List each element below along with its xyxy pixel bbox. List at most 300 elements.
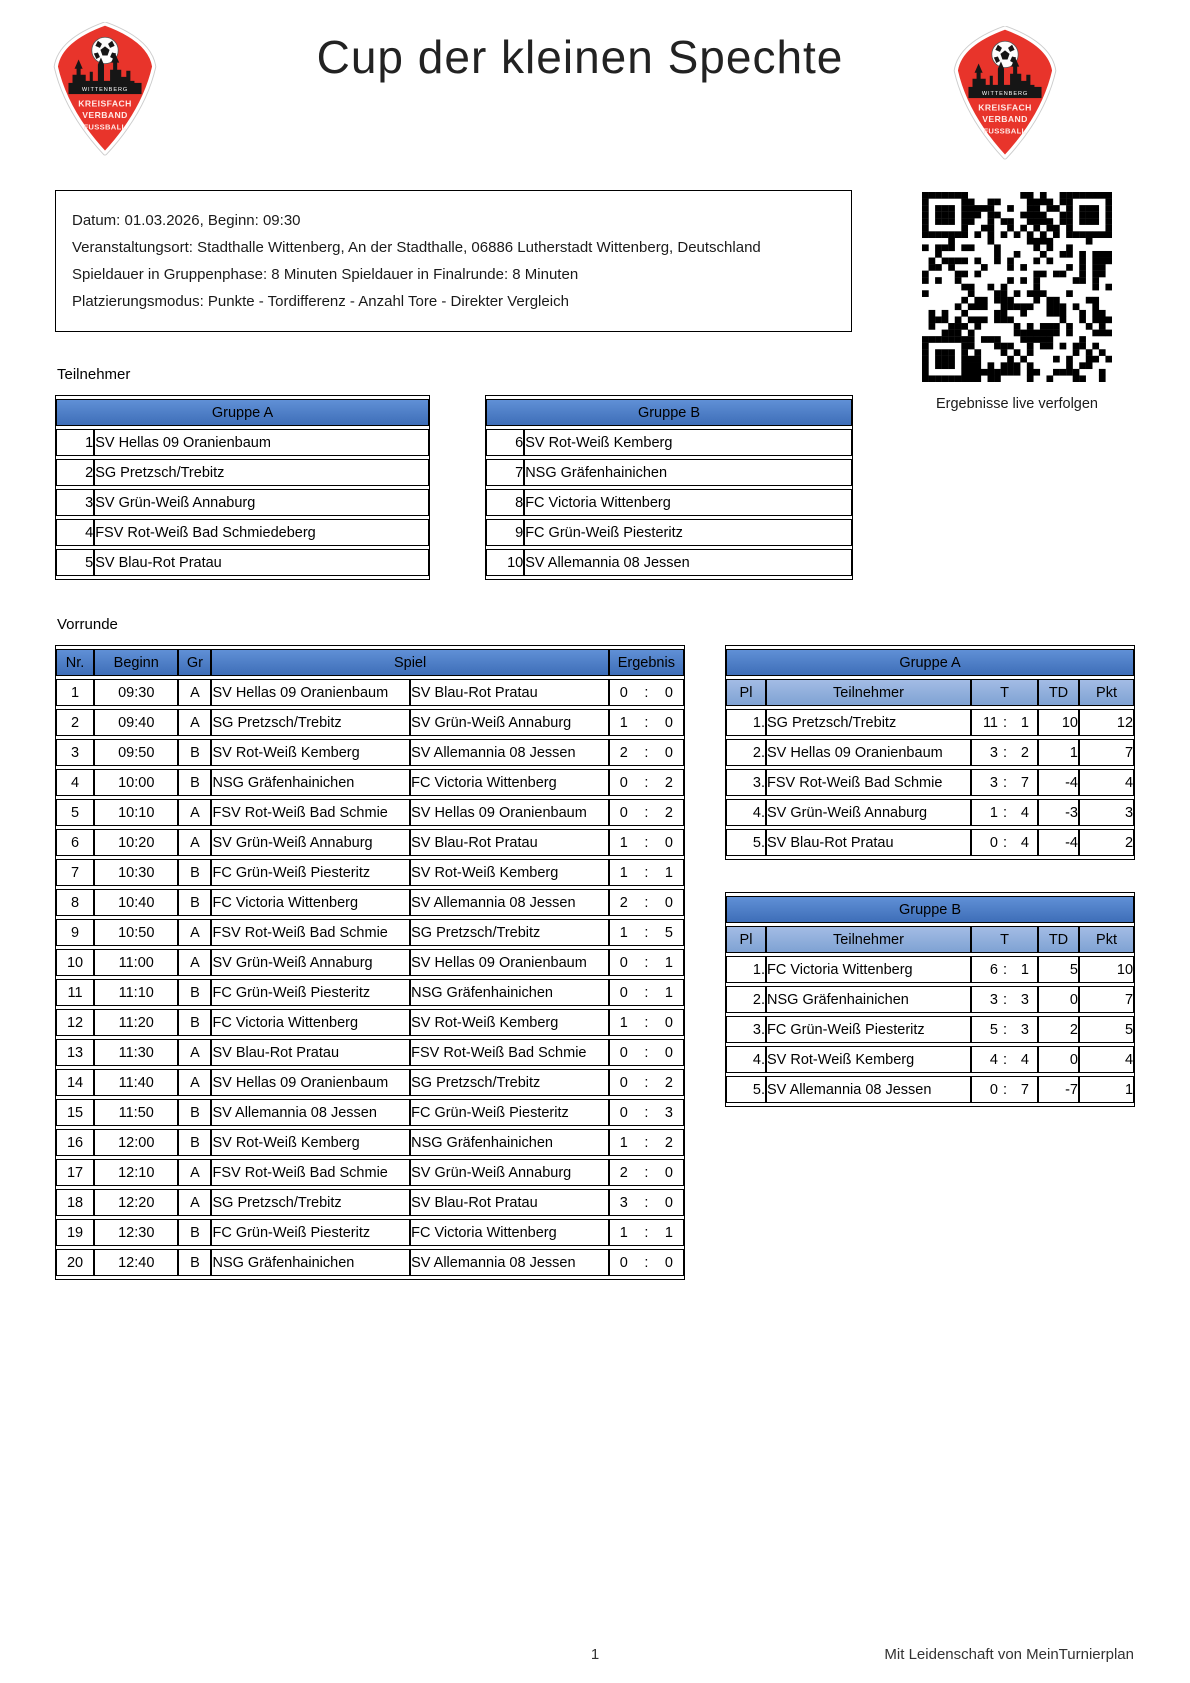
score-home: 2 [619,744,628,761]
match-time: 09:30 [94,679,178,706]
goals-for: 11 [982,714,998,731]
score-colon: : [644,744,649,761]
match-group: B [178,1219,211,1246]
match-group: A [178,919,211,946]
match-group: A [178,1069,211,1096]
goals-header: T [971,679,1038,706]
goals-header: T [971,926,1038,953]
pl-header: Pl [726,926,766,953]
match-score [609,949,684,976]
standings-table-gruppe-b [725,892,1135,1107]
away-team: SV Blau-Rot Pratau [410,679,609,706]
score-away: 0 [664,1164,673,1181]
logo-line2-label: VERBAND [82,109,128,120]
table-row [56,1039,684,1066]
match-group: B [178,739,211,766]
table-row [56,399,429,426]
score-home: 1 [619,834,628,851]
group-header: Gruppe B [486,399,852,426]
goals-for: 1 [989,804,998,821]
match-group: A [178,1159,211,1186]
page-title: Cup der kleinen Spechte [316,31,844,83]
points: 10 [1079,956,1134,983]
score-home: 0 [619,684,628,701]
match-group: A [178,949,211,976]
match-schedule-table [55,645,685,1280]
qr-code [922,192,1112,382]
match-nr: 2 [56,709,94,736]
team-name: NSG Gräfenhainichen [524,459,852,486]
score-home: 1 [619,1134,628,1151]
table-row [56,1219,684,1246]
match-group: B [178,1129,211,1156]
match-nr: 6 [56,829,94,856]
away-team: SV Grün-Weiß Annaburg [410,1159,609,1186]
match-time: 11:30 [94,1039,178,1066]
score-home: 2 [619,894,628,911]
away-team: SV Blau-Rot Pratau [410,829,609,856]
club-crest-logo [52,22,158,156]
match-group: A [178,1039,211,1066]
home-team: FC Victoria Wittenberg [211,889,410,916]
score-away: 0 [664,834,673,851]
match-time: 11:20 [94,1009,178,1036]
match-group: A [178,829,211,856]
match-nr: 3 [56,739,94,766]
score-home: 0 [619,1104,628,1121]
logo-line1-label: KREISFACH [78,98,132,109]
score-home: 1 [619,1224,628,1241]
points: 2 [1079,829,1134,856]
goals-colon: : [1002,1021,1008,1038]
place: 1. [726,709,766,736]
match-time: 12:30 [94,1219,178,1246]
home-team: NSG Gräfenhainichen [211,1249,410,1276]
goals-cell [971,799,1038,826]
score-home: 0 [619,774,628,791]
home-team: SV Blau-Rot Pratau [211,1039,410,1066]
table-row [726,926,1134,953]
score-colon: : [644,954,649,971]
spiel-header: Spiel [211,649,608,676]
home-team: SV Hellas 09 Oranienbaum [211,1069,410,1096]
match-time: 12:40 [94,1249,178,1276]
home-team: SV Hellas 09 Oranienbaum [211,679,410,706]
table-row [486,399,852,426]
table-row [726,739,1134,766]
participants-table-gruppe-b [485,395,853,580]
goal-diff-header: TD [1038,926,1079,953]
score-colon: : [644,894,649,911]
score-away: 0 [664,894,673,911]
score-away: 0 [664,714,673,731]
away-team: FC Grün-Weiß Piesteritz [410,1099,609,1126]
match-score [609,859,684,886]
match-time: 10:00 [94,769,178,796]
score-away: 0 [664,744,673,761]
score-colon: : [644,864,649,881]
match-score [609,709,684,736]
score-away: 1 [664,984,673,1001]
logo-region-label: WITTENBERG [981,91,1029,98]
score-colon: : [644,984,649,1001]
footer-credit: Mit Leidenschaft von MeinTurnierplan [884,1646,1134,1663]
score-colon: : [644,1194,649,1211]
match-nr: 8 [56,889,94,916]
table-row [726,709,1134,736]
goals-colon: : [1002,1081,1008,1098]
logo-line1-label: KREISFACH [978,102,1032,113]
match-time: 10:20 [94,829,178,856]
home-team: FC Grün-Weiß Piesteritz [211,1219,410,1246]
match-group: A [178,709,211,736]
home-team: SV Rot-Weiß Kemberg [211,739,410,766]
table-row [56,829,684,856]
goals-against: 4 [1020,834,1029,851]
table-row [726,1076,1134,1103]
table-row [486,459,852,486]
info-line: Spieldauer in Gruppenphase: 8 Minuten Spieldauer in Finalrunde: 8 Minuten [72,266,579,283]
standings-title: Gruppe B [726,896,1134,923]
table-row [726,1016,1134,1043]
score-away: 2 [664,774,673,791]
team-number: 2 [56,459,94,486]
place: 4. [726,1046,766,1073]
info-line: Platzierungsmodus: Punkte - Tordifferenz - Anzahl Tore - Direkter Vergleich [72,293,569,310]
table-row [56,549,429,576]
team-name: FC Victoria Wittenberg [524,489,852,516]
group-header: Gruppe A [56,399,429,426]
goal-diff: 2 [1038,1016,1079,1043]
goals-colon: : [1002,1051,1008,1068]
home-team: SG Pretzsch/Trebitz [211,709,410,736]
goals-colon: : [1002,774,1008,791]
match-group: A [178,799,211,826]
team-number: 7 [486,459,524,486]
away-team: SG Pretzsch/Trebitz [410,919,609,946]
match-score [609,1099,684,1126]
match-score [609,1069,684,1096]
table-row [56,489,429,516]
match-group: B [178,979,211,1006]
away-team: NSG Gräfenhainichen [410,979,609,1006]
home-team: FC Grün-Weiß Piesteritz [211,979,410,1006]
score-colon: : [644,924,649,941]
match-nr: 16 [56,1129,94,1156]
match-score [609,829,684,856]
match-nr: 19 [56,1219,94,1246]
score-home: 0 [619,1044,628,1061]
points: 7 [1079,739,1134,766]
team-name: SV Hellas 09 Oranienbaum [94,429,429,456]
away-team: SV Rot-Weiß Kemberg [410,1009,609,1036]
match-nr: 13 [56,1039,94,1066]
crest-svg [52,22,158,156]
place: 5. [726,829,766,856]
match-nr: 18 [56,1189,94,1216]
score-home: 0 [619,1074,628,1091]
score-away: 0 [664,1194,673,1211]
match-time: 10:30 [94,859,178,886]
away-team: SV Allemannia 08 Jessen [410,739,609,766]
match-time: 12:20 [94,1189,178,1216]
goals-for: 0 [989,1081,998,1098]
score-colon: : [644,1104,649,1121]
goals-for: 3 [989,744,998,761]
tournament-info-box [55,190,852,332]
place: 1. [726,956,766,983]
match-nr: 11 [56,979,94,1006]
home-team: FC Grün-Weiß Piesteritz [211,859,410,886]
points-header: Pkt [1079,679,1134,706]
ergebnis-header: Ergebnis [609,649,684,676]
club-crest-logo [952,26,1058,160]
score-away: 3 [664,1104,673,1121]
home-team: SG Pretzsch/Trebitz [211,1189,410,1216]
score-home: 0 [619,954,628,971]
table-row [726,769,1134,796]
table-row [726,956,1134,983]
match-group: A [178,1189,211,1216]
away-team: FC Victoria Wittenberg [410,1219,609,1246]
info-line: Datum: 01.03.2026, Beginn: 09:30 [72,212,301,229]
match-score [609,679,684,706]
away-team: SV Allemannia 08 Jessen [410,1249,609,1276]
table-row [56,1159,684,1186]
score-home: 0 [619,804,628,821]
goals-against: 3 [1020,1021,1029,1038]
match-group: B [178,1099,211,1126]
table-row [726,1046,1134,1073]
participants-table-gruppe-a [55,395,430,580]
team-name: FSV Rot-Weiß Bad Schmiedeberg [94,519,429,546]
match-nr: 5 [56,799,94,826]
goals-against: 7 [1020,1081,1029,1098]
score-away: 0 [664,1044,673,1061]
goal-diff: 10 [1038,709,1079,736]
place: 2. [726,986,766,1013]
table-row [56,429,429,456]
score-colon: : [644,1254,649,1271]
table-row [726,986,1134,1013]
table-row [726,679,1134,706]
goals-against: 2 [1020,744,1029,761]
table-row [56,1099,684,1126]
table-row [486,519,852,546]
match-nr: 9 [56,919,94,946]
table-row [726,896,1134,923]
match-score [609,1219,684,1246]
points: 3 [1079,799,1134,826]
crest-svg [952,26,1058,160]
score-away: 1 [664,864,673,881]
goals-for: 6 [989,961,998,978]
match-time: 10:40 [94,889,178,916]
table-row [56,739,684,766]
table-row [56,1249,684,1276]
home-team: SV Grün-Weiß Annaburg [211,829,410,856]
beginn-header: Beginn [94,649,178,676]
goals-colon: : [1002,834,1008,851]
table-row [56,769,684,796]
team-name: NSG Gräfenhainichen [766,986,971,1013]
goal-diff: 0 [1038,986,1079,1013]
match-score [609,919,684,946]
match-score [609,1249,684,1276]
points: 12 [1079,709,1134,736]
home-team: SV Allemannia 08 Jessen [211,1099,410,1126]
goals-for: 5 [989,1021,998,1038]
score-colon: : [644,804,649,821]
table-row [486,489,852,516]
place: 5. [726,1076,766,1103]
score-home: 1 [619,924,628,941]
points: 1 [1079,1076,1134,1103]
team-name: SG Pretzsch/Trebitz [766,709,971,736]
away-team: SV Blau-Rot Pratau [410,1189,609,1216]
score-home: 3 [619,1194,628,1211]
score-away: 2 [664,804,673,821]
match-group: A [178,679,211,706]
goals-cell [971,956,1038,983]
team-number: 4 [56,519,94,546]
points-header: Pkt [1079,926,1134,953]
home-team: FC Victoria Wittenberg [211,1009,410,1036]
score-colon: : [644,1074,649,1091]
table-row [56,799,684,826]
table-row [56,1189,684,1216]
table-row [56,949,684,976]
score-home: 0 [619,984,628,1001]
goals-colon: : [1002,961,1008,978]
score-home: 2 [619,1164,628,1181]
away-team: SV Allemannia 08 Jessen [410,889,609,916]
match-nr: 14 [56,1069,94,1096]
score-away: 1 [664,1224,673,1241]
score-colon: : [644,834,649,851]
away-team: SV Hellas 09 Oranienbaum [410,949,609,976]
goals-colon: : [1002,804,1008,821]
goals-for: 3 [989,774,998,791]
home-team: FSV Rot-Weiß Bad Schmie [211,1159,410,1186]
match-score [609,1159,684,1186]
table-row [56,1129,684,1156]
pl-header: Pl [726,679,766,706]
match-time: 09:40 [94,709,178,736]
team-name: FC Grün-Weiß Piesteritz [766,1016,971,1043]
score-home: 1 [619,864,628,881]
place: 4. [726,799,766,826]
participants-section-label: Teilnehmer [57,366,131,383]
qr-caption: Ergebnisse live verfolgen [935,396,1098,412]
away-team: SV Hellas 09 Oranienbaum [410,799,609,826]
team-name: SG Pretzsch/Trebitz [94,459,429,486]
logo-region-label: WITTENBERG [81,87,129,94]
goals-against: 4 [1020,1051,1029,1068]
match-nr: 12 [56,1009,94,1036]
away-team: NSG Gräfenhainichen [410,1129,609,1156]
score-away: 2 [664,1134,673,1151]
goals-for: 0 [989,834,998,851]
goals-cell [971,829,1038,856]
team-number: 3 [56,489,94,516]
goals-colon: : [1002,744,1008,761]
match-nr: 1 [56,679,94,706]
match-time: 11:10 [94,979,178,1006]
logo-line3-label: FUSSBALL [983,126,1027,136]
team-name: SV Grün-Weiß Annaburg [766,799,971,826]
team-name: SV Blau-Rot Pratau [766,829,971,856]
match-nr: 15 [56,1099,94,1126]
goals-colon: : [1002,991,1008,1008]
standings-table-gruppe-a [725,645,1135,860]
match-nr: 17 [56,1159,94,1186]
goals-for: 3 [989,991,998,1008]
team-name: SV Grün-Weiß Annaburg [94,489,429,516]
goal-diff: -3 [1038,799,1079,826]
score-away: 0 [664,1014,673,1031]
preliminary-round-label: Vorrunde [57,616,118,633]
team-number: 1 [56,429,94,456]
points: 4 [1079,769,1134,796]
match-nr: 7 [56,859,94,886]
team-name: SV Allemannia 08 Jessen [524,549,852,576]
goals-colon: : [1002,714,1008,731]
team-name: SV Rot-Weiß Kemberg [524,429,852,456]
table-row [56,889,684,916]
score-colon: : [644,1164,649,1181]
info-line: Veranstaltungsort: Stadthalle Wittenberg, An der Stadthalle, 06886 Lutherstadt Wittenberg, Deutschland [72,239,761,256]
match-time: 12:10 [94,1159,178,1186]
away-team: SV Rot-Weiß Kemberg [410,859,609,886]
goal-diff: -4 [1038,769,1079,796]
score-away: 2 [664,1074,673,1091]
match-time: 12:00 [94,1129,178,1156]
match-time: 11:00 [94,949,178,976]
goal-diff: -4 [1038,829,1079,856]
match-time: 11:40 [94,1069,178,1096]
table-row [56,1009,684,1036]
logo-line2-label: VERBAND [982,113,1028,124]
table-row [726,829,1134,856]
team-name: SV Blau-Rot Pratau [94,549,429,576]
team-name: SV Hellas 09 Oranienbaum [766,739,971,766]
table-row [56,1069,684,1096]
goals-cell [971,1016,1038,1043]
standings-title: Gruppe A [726,649,1134,676]
match-score [609,1009,684,1036]
goals-cell [971,1076,1038,1103]
table-row [726,799,1134,826]
home-team: NSG Gräfenhainichen [211,769,410,796]
goal-diff: 1 [1038,739,1079,766]
match-score [609,889,684,916]
table-row [486,549,852,576]
team-name: SV Rot-Weiß Kemberg [766,1046,971,1073]
score-colon: : [644,684,649,701]
match-score [609,979,684,1006]
points: 5 [1079,1016,1134,1043]
gr-header: Gr [178,649,211,676]
match-group: B [178,889,211,916]
match-nr: 4 [56,769,94,796]
match-group: B [178,769,211,796]
team-name: FC Victoria Wittenberg [766,956,971,983]
match-time: 09:50 [94,739,178,766]
goals-for: 4 [989,1051,998,1068]
team-number: 8 [486,489,524,516]
match-score [609,799,684,826]
